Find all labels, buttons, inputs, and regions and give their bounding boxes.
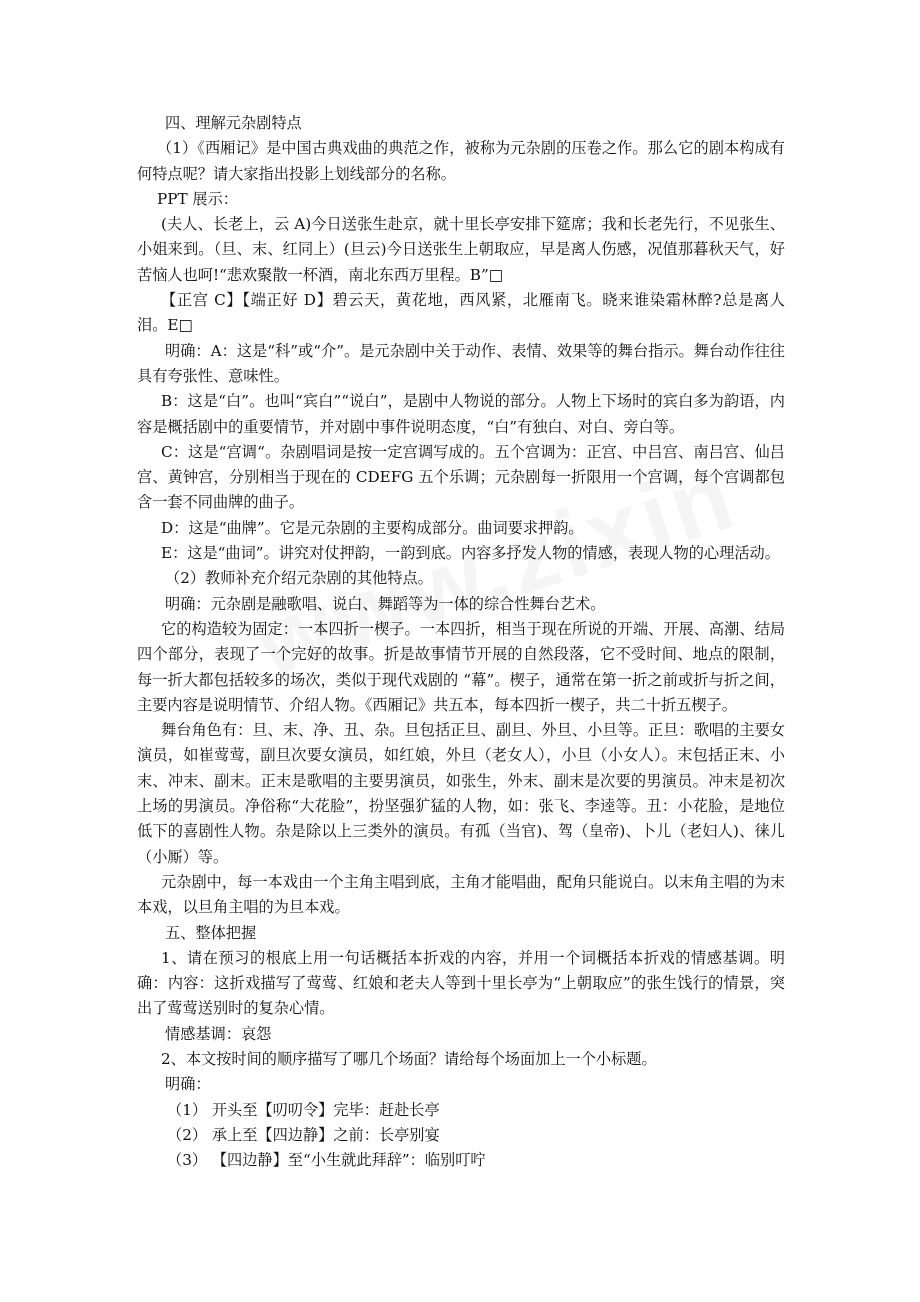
- paragraph-answer-e: E：这是“曲词”。讲究对仗押韵，一韵到底。内容多抒发人物的情感，表现人物的心理活动。: [161, 544, 780, 563]
- paragraph-ppt-label: PPT 展示：: [157, 189, 238, 208]
- paragraph-answer-d: D：这是“曲牌”。它是元杂剧的主要构成部分。曲词要求押韵。: [161, 518, 584, 537]
- paragraph-script-excerpt: (夫人、长老上，云 A)今日送张生赴京，就十里长亭安排下筵席；我和长老先行，不见张生、小姐来到。（旦、末、红同上）(旦云)今日送张生上朝取应，早是离人伤感，况值那暮秋天气，好苦恼人也呵!“悲欢聚散一杯酒，南北东西万里程。B”□: [137, 215, 785, 284]
- scene-item-2: （2） 承上至【四边静】之前：长亭别宴: [167, 1125, 440, 1144]
- section-heading-4: 四、理解元杂剧特点: [165, 114, 302, 132]
- paragraph-answer-label: 明确：: [165, 1075, 211, 1094]
- scene-item-1: （1） 开头至【叨叨令】完毕：赶赴长亭: [167, 1100, 440, 1119]
- paragraph-answer-c: C：这是“宫调“。杂剧唱词是按一定宫调写成的。五个宫调为：正宫、中吕宫、南吕宫、仙吕宫、黄钟宫，分别相当于现在的 CDEFG 五个乐调；元杂剧每一折限用一个宫调，每个宫调都包含一套不同曲牌的曲子。: [137, 442, 785, 512]
- paragraph-structure: 它的构造较为固定：一本四折一楔子。一本四折，相当于现在所说的开端、开展、高潮、结局四个部分，表现了一个完好的故事。折是故事情节开展的自然段落，它不受时间、地点的限制，每一折大都包括较多的场次，类似于现代戏剧的 “幕”。楔子，通常在第一折之前或折与折之间，主要内容是说明情节、介绍人物。《西厢记》共五本，每本四折一楔子，共二十折五楔子。: [137, 619, 785, 714]
- scene-item-3: （3） 【四边静】至“小生就此拜辞”：临别叮咛: [167, 1151, 486, 1170]
- paragraph-song-excerpt: 【正宫 C】【端正好 D】碧云天，黄花地，西风紧，北雁南飞。晓来谁染霜林醉?总是离人泪。E□: [137, 291, 785, 335]
- paragraph-answer-b: B：这是“白”。也叫“宾白”“说白”，是剧中人物说的部分。人物上下场时的宾白多为韵语，内容是概括剧中的重要情节，并对剧中事件说明态度，“白”有独白、对白、旁白等。: [137, 392, 785, 436]
- paragraph-xixiangji-intro: （1）《西厢记》是中国古典戏曲的典范之作，被称为元杂剧的压卷之作。那么它的剧本构成有何特点呢？请大家指出投影上划线部分的名称。: [137, 139, 785, 183]
- paragraph-teacher-supplement: （2）教师补充介绍元杂剧的其他特点。: [165, 569, 433, 588]
- paragraph-zaju-definition: 明确：元杂剧是融歌唱、说白、舞蹈等为一体的综合性舞台艺术。: [165, 594, 606, 613]
- section-heading-5: 五、整体把握: [165, 923, 257, 942]
- paragraph-lead-singer: 元杂剧中，每一本戏由一个主角主唱到底，主角才能唱曲，配角只能说白。以末角主唱的为末本戏，以旦角主唱的为旦本戏。: [137, 872, 785, 917]
- document-body: [137, 111, 785, 1173]
- paragraph-emotional-tone: 情感基调：哀怨: [165, 1024, 272, 1043]
- paragraph-question-2: 2、本文按时间的顺序描写了哪几个场面？请给每个场面加上一个小标题。: [161, 1049, 657, 1068]
- scene-list: [137, 1098, 785, 1174]
- paragraph-answer-a: 明确：A：这是“科”或“介”。是元杂剧中关于动作、表情、效果等的舞台指示。舞台动作往往具有夸张性、意味性。: [137, 341, 785, 385]
- paragraph-question-1: 1、请在预习的根底上用一句话概括本折戏的内容，并用一个词概括本折戏的情感基调。明确：内容：这折戏描写了莺莺、红娘和老夫人等到十里长亭为“上朝取应”的张生饯行的情景，突出了莺莺送别时的复杂心情。: [137, 948, 785, 1018]
- paragraph-roles: 舞台角色有：旦、末、净、丑、杂。旦包括正旦、副旦、外旦、小旦等。正旦：歌唱的主要女演员，如崔莺莺，副旦次要女演员，如红娘，外旦（老女人），小旦（小女人）。末包括正末、小末、冲末、副末。正末是歌唱的主要男演员，如张生，外末、副末是次要的男演员。冲末是初次上场的男演员。净俗称“大花脸”，扮坚强犷猛的人物，如：张飞、李逵等。丑：小花脸，是地位低下的喜剧性人物。杂是除以上三类外的演员。有孤（当官)、驾（皇帝)、卜儿（老妇人)、徕儿（小厮）等。: [137, 721, 785, 866]
